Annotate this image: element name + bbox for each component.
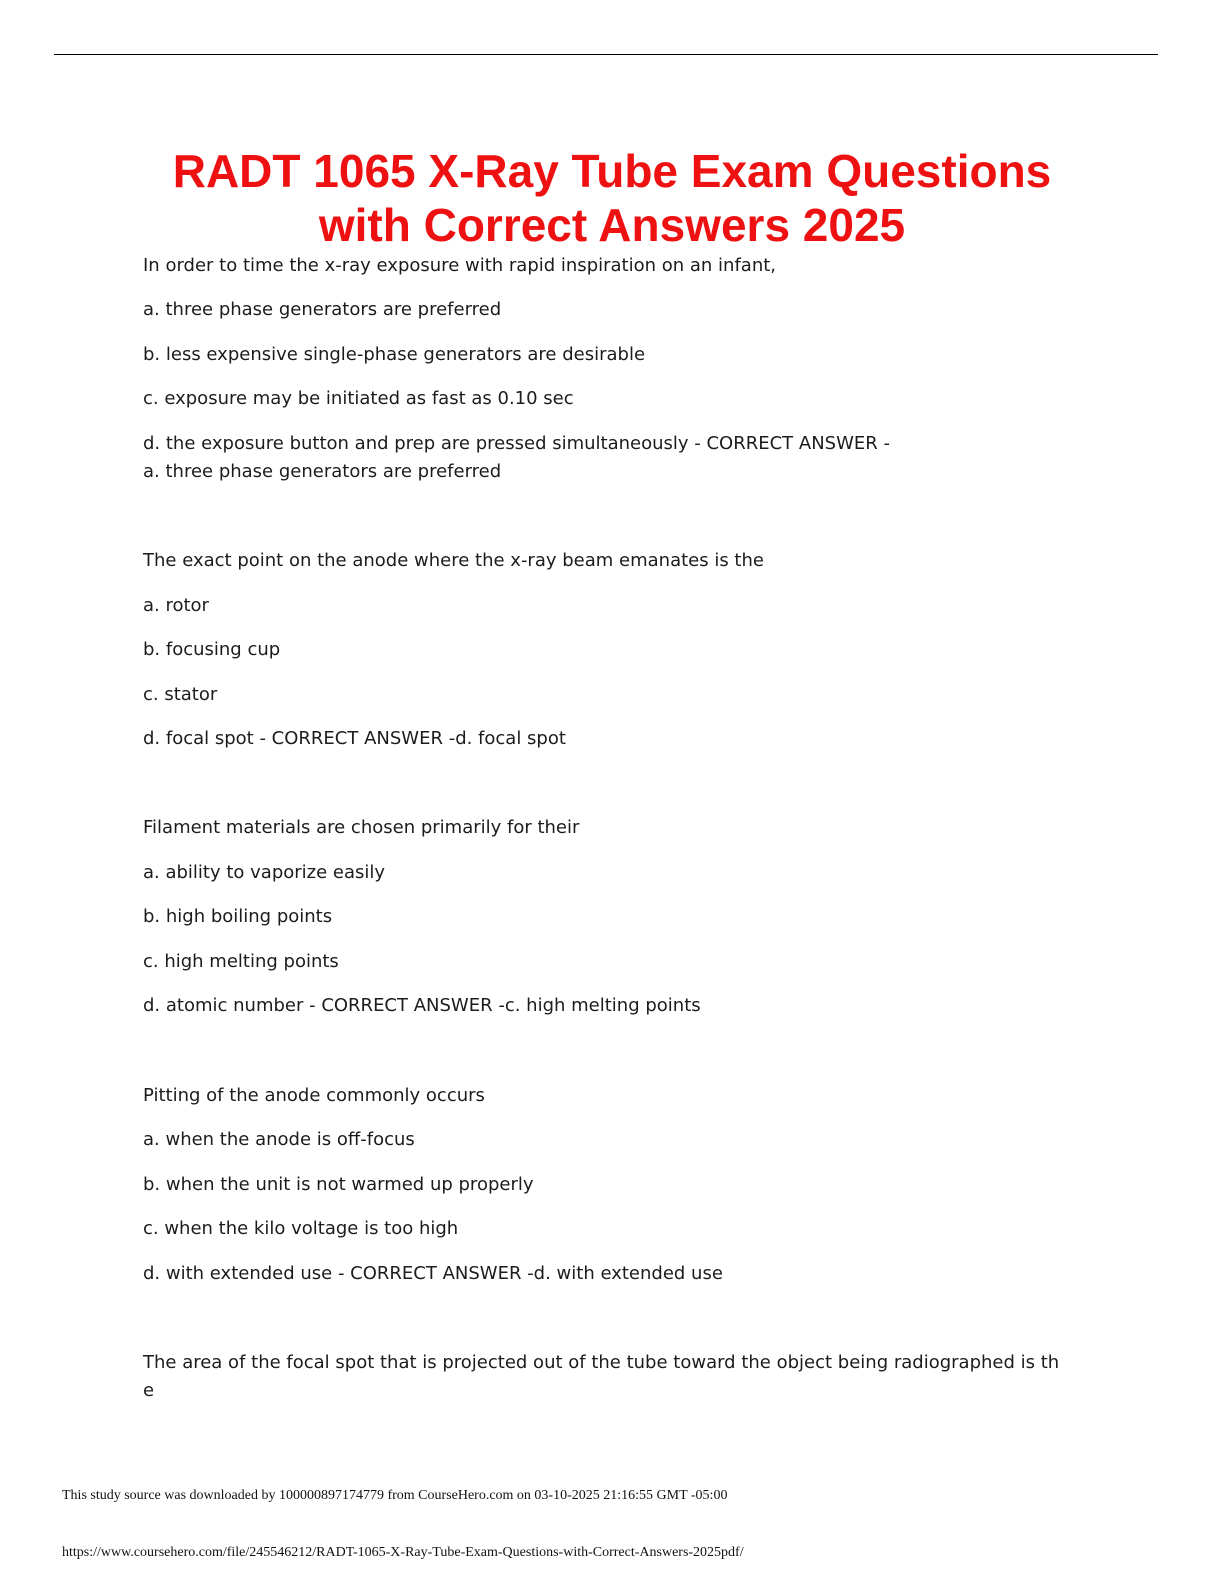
question-5-stem-line-1: The area of the focal spot that is projected out of the tube toward the object being radiographed is th <box>143 1352 1060 1373</box>
question-4-option-d: d. with extended use - CORRECT ANSWER -d. with extended use <box>143 1263 723 1284</box>
question-1-option-d: d. the exposure button and prep are pressed simultaneously - CORRECT ANSWER - <box>143 433 890 454</box>
question-4-option-c: c. when the kilo voltage is too high <box>143 1218 459 1239</box>
question-3-option-c: c. high melting points <box>143 951 339 972</box>
document-title-line-2: with Correct Answers 2025 <box>318 199 906 251</box>
question-2-option-b: b. focusing cup <box>143 639 281 660</box>
download-notice: This study source was downloaded by 100000897174779 from CourseHero.com on 03-10-2025 21:16:55 GMT -05:00 <box>62 1488 728 1503</box>
document-title-line-1: RADT 1065 X-Ray Tube Exam Questions <box>172 145 1052 197</box>
question-3-option-d: d. atomic number - CORRECT ANSWER -c. high melting points <box>143 995 701 1016</box>
question-2-option-a: a. rotor <box>143 595 209 616</box>
question-1-answer: a. three phase generators are preferred <box>143 461 502 482</box>
question-3-option-a: a. ability to vaporize easily <box>143 862 386 883</box>
top-horizontal-rule <box>54 54 1158 55</box>
question-2-option-d: d. focal spot - CORRECT ANSWER -d. focal spot <box>143 728 566 749</box>
source-url-link[interactable]: https://www.coursehero.com/file/245546212/RADT-1065-X-Ray-Tube-Exam-Questions-with-Correct-Answers-2025pdf/ <box>62 1545 744 1560</box>
question-4-stem: Pitting of the anode commonly occurs <box>143 1085 485 1106</box>
question-3-option-b: b. high boiling points <box>143 906 333 927</box>
question-1-option-c: c. exposure may be initiated as fast as 0.10 sec <box>143 388 574 409</box>
question-2-stem: The exact point on the anode where the x-ray beam emanates is the <box>143 550 764 571</box>
question-4-option-a: a. when the anode is off-focus <box>143 1129 415 1150</box>
question-5-stem-line-2: e <box>143 1380 155 1401</box>
question-2-option-c: c. stator <box>143 684 218 705</box>
question-1-option-a: a. three phase generators are preferred <box>143 299 502 320</box>
question-1-stem: In order to time the x-ray exposure with rapid inspiration on an infant, <box>143 255 777 276</box>
question-1-option-b: b. less expensive single-phase generators are desirable <box>143 344 646 365</box>
question-4-option-b: b. when the unit is not warmed up properly <box>143 1174 534 1195</box>
document-title <box>0 144 1224 252</box>
question-3-stem: Filament materials are chosen primarily for their <box>143 817 580 838</box>
